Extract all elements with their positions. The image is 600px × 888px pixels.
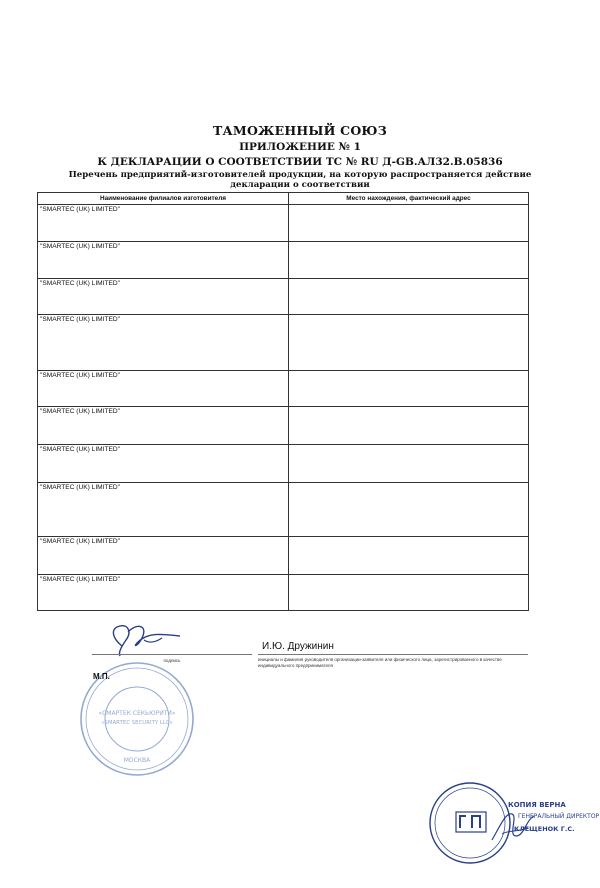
seal-text-ru: «СМАРТЕК СЕКЬЮРИТИ»: [98, 710, 176, 717]
branch-address-cell: [289, 407, 529, 445]
branch-name-cell: "SMARTEC (UK) LIMITED": [38, 279, 289, 315]
branch-name-cell: "SMARTEC (UK) LIMITED": [38, 205, 289, 242]
branch-address-cell: [289, 483, 529, 537]
branch-name-cell: "SMARTEC (UK) LIMITED": [38, 537, 289, 575]
signature-caption: подпись: [163, 658, 181, 663]
director-signature: [488, 806, 538, 846]
seal-city: МОСКВА: [123, 757, 151, 764]
list-description: Перечень предприятий-изготовителей продукции, на которую распространяется действие декларации о соответствии: [68, 170, 532, 190]
mp-label: М.П.: [93, 672, 110, 681]
signer-line: [258, 654, 528, 655]
branch-name-cell: "SMARTEC (UK) LIMITED": [38, 445, 289, 483]
table-row: [38, 242, 529, 279]
branch-name-cell: "SMARTEC (UK) LIMITED": [38, 371, 289, 407]
branch-address-cell: [289, 445, 529, 483]
branch-name-cell: "SMARTEC (UK) LIMITED": [38, 575, 289, 611]
declaration-title: К ДЕКЛАРАЦИИ О СООТВЕТСТВИИ ТС № RU Д-GB.АЛ32.В.05836: [97, 156, 503, 168]
signature-scribble: [92, 618, 192, 658]
signer-name: И.Ю. Дружинин: [262, 641, 334, 652]
branch-address-cell: [289, 279, 529, 315]
table-header-row: [38, 193, 529, 205]
branch-address-cell: [289, 371, 529, 407]
branch-address-cell: [289, 537, 529, 575]
table-row: [38, 279, 529, 315]
column-header-address: Место нахождения, фактический адрес: [289, 193, 529, 205]
table-row: [38, 445, 529, 483]
director-text: ГЕНЕРАЛЬНЫЙ ДИРЕКТОР: [518, 813, 600, 820]
branch-address-cell: [289, 242, 529, 279]
signature-line: [92, 654, 252, 655]
signer-caption: инициалы и фамилия руководителя организации-заявителя или физического лица, зарегистрированного в качестве индивидуального предпринимателя: [258, 657, 502, 668]
branch-name-cell: "SMARTEC (UK) LIMITED": [38, 315, 289, 371]
table-row: [38, 537, 529, 575]
director-name: КЛЕЩЕНОК Г.С.: [514, 825, 575, 833]
branch-address-cell: [289, 205, 529, 242]
table-row: [38, 407, 529, 445]
table-row: [38, 315, 529, 371]
table-row: [38, 371, 529, 407]
union-title: ТАМОЖЕННЫЙ СОЮЗ: [213, 123, 387, 138]
branch-address-cell: [289, 315, 529, 371]
manufacturers-table: [37, 192, 529, 611]
branch-name-cell: "SMARTEC (UK) LIMITED": [38, 242, 289, 279]
branch-name-cell: "SMARTEC (UK) LIMITED": [38, 407, 289, 445]
table-row: [38, 575, 529, 611]
branch-name-cell: "SMARTEC (UK) LIMITED": [38, 483, 289, 537]
column-header-name: Наименование филиалов изготовителя: [38, 193, 289, 205]
copy-verified-text: КОПИЯ ВЕРНА: [508, 801, 566, 809]
seal-text-en: «SMARTEC SECURITY LLC»: [101, 720, 173, 726]
branch-address-cell: [289, 575, 529, 611]
table-row: [38, 205, 529, 242]
appendix-title: ПРИЛОЖЕНИЕ № 1: [239, 141, 361, 153]
table-row: [38, 483, 529, 537]
